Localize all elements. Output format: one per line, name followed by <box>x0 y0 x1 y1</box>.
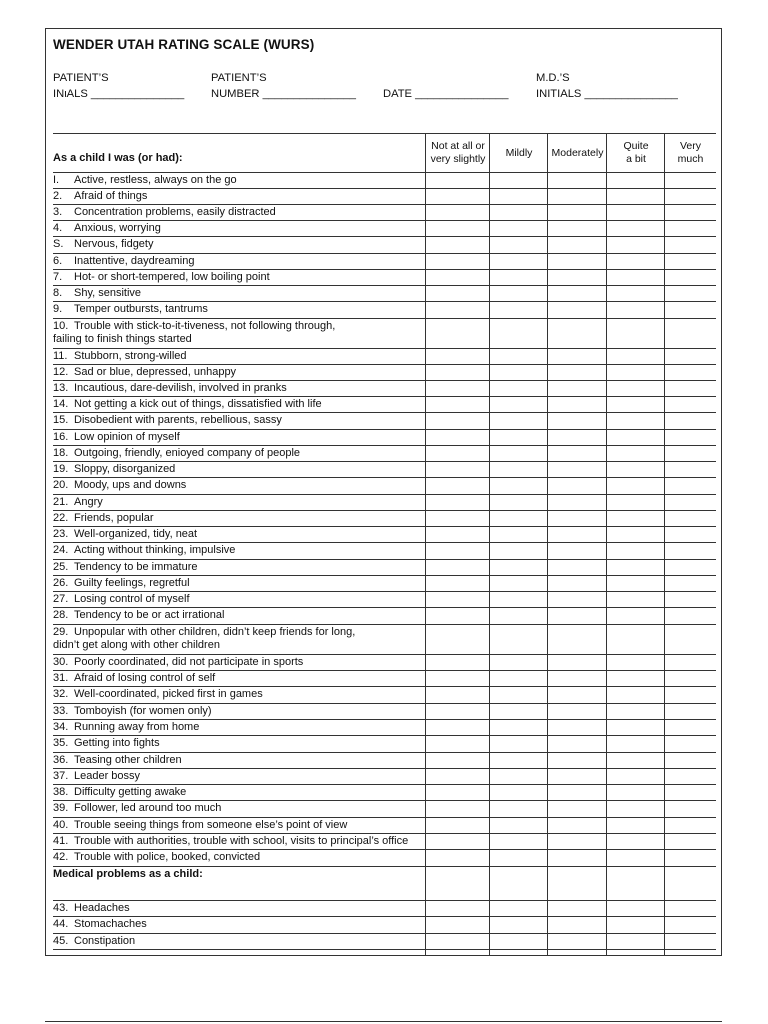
item-label: Sloppy, disorganized <box>74 463 176 475</box>
item-label: Outgoing, friendly, enioyed company of people <box>74 446 301 459</box>
item-text <box>53 271 270 285</box>
item-label: Poorly coordinated, did not participate in sports <box>74 655 304 668</box>
item-label: Anxious, worrying <box>74 222 161 234</box>
item-text <box>53 431 180 445</box>
table-row <box>53 462 716 478</box>
table-row <box>53 543 716 560</box>
table-row <box>53 785 716 801</box>
item-label: Nervous, fidgety <box>74 238 154 250</box>
item-number: 11. <box>53 349 68 362</box>
item-text <box>53 366 236 380</box>
item-number: 39. <box>53 802 69 814</box>
column-header-moderately: Moderately <box>551 146 604 159</box>
item-label: Tendency to be or act irrational <box>74 609 225 621</box>
table-row <box>53 173 716 189</box>
table-row <box>53 592 716 608</box>
patient-initials-field[interactable] <box>53 70 184 102</box>
item-text <box>53 737 160 751</box>
column-header-quite-a-bit: Quite a bit <box>623 140 649 165</box>
table-row <box>53 319 716 349</box>
item-number: I. <box>53 174 60 186</box>
column-header-very-much: Very much <box>677 140 704 165</box>
item-text <box>53 688 263 702</box>
item-text <box>53 851 260 865</box>
table-row <box>53 576 716 593</box>
item-text <box>53 512 154 526</box>
item-text <box>53 447 300 461</box>
item-number: 25. <box>53 560 69 573</box>
item-text <box>53 303 208 317</box>
item-number: 20. <box>53 479 69 491</box>
item-label: Temper outbursts, tantrums <box>74 303 208 315</box>
item-text <box>53 802 221 816</box>
item-text <box>53 935 135 949</box>
item-text <box>53 350 187 364</box>
item-label: Low opinion of myself <box>74 430 180 443</box>
item-number: 44. <box>53 918 69 930</box>
item-number: 45. <box>53 934 69 947</box>
item-label: Sad or blue, depressed, unhappy <box>74 365 237 378</box>
item-label: Trouble with police, booked, convicted <box>74 851 261 863</box>
table-row <box>53 671 716 687</box>
item-number: 16. <box>53 430 69 443</box>
item-number: S. <box>53 238 64 250</box>
item-number: 33. <box>53 704 69 717</box>
table-row <box>53 720 716 736</box>
item-text <box>53 609 224 623</box>
item-number: 9. <box>53 303 63 315</box>
md-initials-label-1: M.D.’S <box>536 72 570 84</box>
date-label: DATE _______________ <box>383 88 509 100</box>
item-label: Well-coordinated, picked first in games <box>74 688 263 700</box>
item-label: Hot- or short-tempered, low boiling point <box>74 270 270 283</box>
md-initials-field[interactable] <box>536 70 678 102</box>
table-row <box>53 349 716 365</box>
item-number: 30. <box>53 655 69 668</box>
table-row <box>53 901 716 918</box>
table-row <box>53 446 716 463</box>
item-number: 8. <box>53 287 63 299</box>
item-text <box>53 255 194 269</box>
item-number: 15. <box>53 414 69 426</box>
item-number: 10. <box>53 319 69 332</box>
item-number: 4. <box>53 222 63 234</box>
item-label: Follower, led around too much <box>74 802 222 814</box>
item-text <box>53 479 186 493</box>
item-number: 40. <box>53 818 69 831</box>
item-text <box>53 414 282 428</box>
item-text <box>53 705 212 719</box>
item-text <box>53 656 303 670</box>
item-label: Tomboyish (for women only) <box>74 704 212 717</box>
item-number: 2. <box>53 189 63 202</box>
item-number: 29. <box>53 625 69 638</box>
item-text <box>53 222 161 236</box>
item-text <box>53 544 235 558</box>
table-row <box>53 205 716 221</box>
item-number: 37. <box>53 769 69 782</box>
patient-initials-label-2: INιALS _______________ <box>53 88 185 100</box>
wurs-form <box>45 28 722 956</box>
item-label: Afraid of things <box>74 189 148 202</box>
item-number: 13. <box>53 381 69 394</box>
item-label: Tendency to be immature <box>74 560 198 573</box>
item-text <box>53 382 287 396</box>
item-text <box>53 463 175 477</box>
date-field[interactable] <box>383 86 508 102</box>
item-text <box>53 672 215 686</box>
item-text <box>53 528 197 542</box>
medical-section-title: Medical problems as a child: <box>53 867 203 880</box>
item-text <box>53 593 190 607</box>
item-text <box>53 320 335 347</box>
rating-table <box>53 133 716 950</box>
table-row <box>53 769 716 786</box>
table-row <box>53 818 716 835</box>
column-header-mildly: Mildly <box>505 146 533 159</box>
item-label: Shy, sensitive <box>74 287 142 299</box>
table-row <box>53 934 716 951</box>
item-number: 7. <box>53 270 63 283</box>
item-rows <box>53 172 716 950</box>
table-row <box>53 608 716 625</box>
table-row <box>53 286 716 302</box>
item-text <box>53 238 153 252</box>
item-label: Disobedient with parents, rebellious, sassy <box>74 414 282 426</box>
table-row <box>53 801 716 818</box>
item-label: Guilty feelings, regretful <box>74 576 190 589</box>
table-row <box>53 655 716 672</box>
md-initials-label-2: INITIALS _______________ <box>536 88 678 100</box>
item-number: 26. <box>53 576 69 589</box>
table-row <box>53 270 716 287</box>
item-label: Stomachaches <box>74 918 147 930</box>
table-row <box>53 511 716 527</box>
table-row <box>53 850 716 867</box>
item-number: 42. <box>53 851 69 863</box>
table-row <box>53 237 716 254</box>
item-label: Constipation <box>74 934 136 947</box>
item-text <box>53 206 276 220</box>
item-number: 18. <box>53 446 69 459</box>
item-text <box>53 721 199 735</box>
patient-number-label-1: PATIENT’S <box>211 72 267 84</box>
item-text <box>53 626 355 653</box>
item-label: Not getting a kick out of things, dissatisfied with life <box>74 397 322 410</box>
item-number: 21. <box>53 495 69 508</box>
item-number: 32. <box>53 688 69 700</box>
item-label: Trouble seeing things from someone else’s point of view <box>74 818 348 831</box>
item-text <box>53 918 147 932</box>
patient-number-field[interactable] <box>211 70 356 102</box>
table-row <box>53 704 716 721</box>
item-label: Friends, popular <box>74 511 154 524</box>
patient-initials-label-1: PATIENT’S <box>53 72 109 84</box>
item-label: Trouble with authorities, trouble with school, visits to principal’s office <box>74 835 409 847</box>
item-number: 38. <box>53 786 69 798</box>
table-prompt: As a child I was (or had): <box>53 152 183 164</box>
item-text <box>53 754 182 768</box>
page-divider <box>45 1021 722 1022</box>
item-number: 41. <box>53 835 69 847</box>
item-number: 23. <box>53 527 69 540</box>
table-row <box>53 365 716 381</box>
item-number: 19. <box>53 463 69 475</box>
item-number: 22. <box>53 511 69 524</box>
item-number: 31. <box>53 672 69 684</box>
table-row <box>53 917 716 934</box>
item-label: Stubborn, strong-willed <box>74 349 187 362</box>
table-row <box>53 478 716 495</box>
item-label: Well-organized, tidy, neat <box>74 527 198 540</box>
table-header-row <box>53 133 716 172</box>
item-label: Afraid of losing control of self <box>74 672 216 684</box>
item-text <box>53 174 237 188</box>
item-text <box>53 398 322 412</box>
table-row <box>53 495 716 511</box>
item-text <box>53 786 186 800</box>
item-label: Trouble with stick-to-it-tiveness, not following through, failing to finish things started <box>53 319 336 345</box>
item-number: 24. <box>53 544 69 556</box>
item-label: Incautious, dare-devilish, involved in pranks <box>74 381 287 394</box>
table-row <box>53 381 716 397</box>
table-row <box>53 254 716 270</box>
item-label: Inattentive, daydreaming <box>74 254 195 267</box>
item-label: Teasing other children <box>74 753 182 766</box>
table-row <box>53 560 716 576</box>
item-label: Angry <box>74 495 103 508</box>
item-number: 27. <box>53 593 69 605</box>
item-number: 12. <box>53 365 69 378</box>
item-number: 43. <box>53 901 69 914</box>
table-row <box>53 736 716 753</box>
table-row <box>53 687 716 704</box>
item-label: Leader bossy <box>74 769 141 782</box>
table-row <box>53 189 716 206</box>
item-label: Acting without thinking, impulsive <box>74 544 236 556</box>
item-label: Running away from home <box>74 721 200 733</box>
table-row <box>53 413 716 430</box>
table-row <box>53 527 716 544</box>
item-text <box>53 835 408 849</box>
patient-number-label-2: NUMBER _______________ <box>211 88 356 100</box>
form-title: WENDER UTAH RATING SCALE (WURS) <box>53 37 315 52</box>
item-label: Unpopular with other children, didn’t keep friends for long, didn’t get along with other children <box>53 625 356 651</box>
table-row <box>53 753 716 769</box>
item-label: Active, restless, always on the go <box>74 174 237 186</box>
item-label: Headaches <box>74 901 130 914</box>
item-text <box>53 190 147 204</box>
item-label: Losing control of myself <box>74 593 190 605</box>
column-header-not-at-all: Not at all or very slightly <box>430 140 486 165</box>
item-text <box>53 577 190 591</box>
item-number: 34. <box>53 721 69 733</box>
table-row <box>53 221 716 237</box>
table-row <box>53 834 716 850</box>
item-number: 14. <box>53 397 69 410</box>
item-number: 3. <box>53 206 63 218</box>
item-text <box>53 902 130 916</box>
medical-section-row <box>53 867 716 901</box>
item-text <box>53 770 140 784</box>
item-number: 28. <box>53 609 69 621</box>
table-row <box>53 302 716 319</box>
item-label: Getting into fights <box>74 737 160 749</box>
item-number: 36. <box>53 753 69 766</box>
table-row <box>53 397 716 414</box>
item-text <box>53 287 141 301</box>
item-label: Moody, ups and downs <box>74 479 187 491</box>
item-label: Difficulty getting awake <box>74 786 187 798</box>
item-text <box>53 819 347 833</box>
table-row <box>53 625 716 655</box>
item-text <box>53 496 103 510</box>
table-row <box>53 430 716 446</box>
item-text <box>53 561 198 575</box>
item-label: Concentration problems, easily distracted <box>74 206 276 218</box>
item-number: 35. <box>53 737 69 749</box>
item-number: 6. <box>53 254 63 267</box>
